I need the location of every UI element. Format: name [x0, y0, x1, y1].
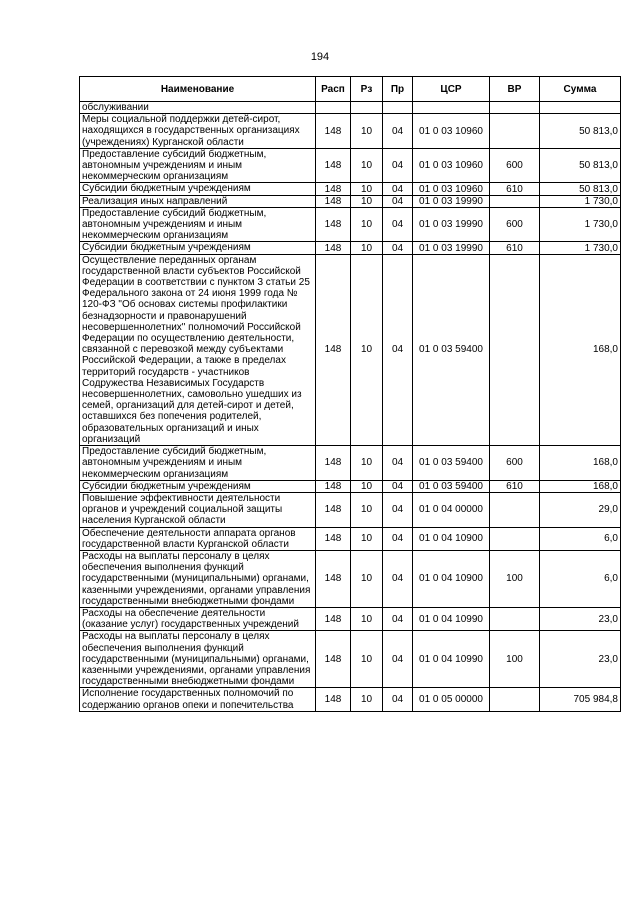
- cell-sum: 168,0: [540, 480, 621, 492]
- cell-rz: 10: [351, 242, 383, 254]
- cell-vr: 610: [490, 480, 540, 492]
- cell-rasp: [316, 102, 351, 114]
- cell-pr: [383, 102, 413, 114]
- cell-rz: 10: [351, 550, 383, 607]
- column-header-rz: Рз: [351, 77, 383, 102]
- column-header-vr: ВР: [490, 77, 540, 102]
- cell-pr: 04: [383, 195, 413, 207]
- table-row: [80, 607, 621, 630]
- cell-pr: 04: [383, 148, 413, 183]
- table-row: [80, 480, 621, 492]
- cell-csr: 01 0 03 19990: [413, 207, 490, 242]
- cell-name: Обеспечение деятельности аппарата органов государственной власти Курганской области: [80, 527, 316, 550]
- cell-sum: 6,0: [540, 550, 621, 607]
- column-header-csr: ЦСР: [413, 77, 490, 102]
- cell-rasp: 148: [316, 688, 351, 711]
- column-header-pr: Пр: [383, 77, 413, 102]
- cell-sum: 50 813,0: [540, 183, 621, 195]
- cell-name: Расходы на выплаты персоналу в целях обеспечения выполнения функций государственными (муниципальными) органами, казенными учреждениями, органами управления государственными внебюджетными фондами: [80, 550, 316, 607]
- cell-name: Реализация иных направлений: [80, 195, 316, 207]
- cell-vr: [490, 688, 540, 711]
- budget-table: [79, 76, 621, 712]
- cell-vr: [490, 114, 540, 149]
- cell-rz: 10: [351, 148, 383, 183]
- cell-csr: 01 0 03 59400: [413, 446, 490, 481]
- cell-vr: 610: [490, 183, 540, 195]
- cell-csr: 01 0 04 10900: [413, 550, 490, 607]
- cell-rz: 10: [351, 446, 383, 481]
- cell-rz: 10: [351, 607, 383, 630]
- cell-rasp: 148: [316, 207, 351, 242]
- cell-csr: 01 0 03 19990: [413, 195, 490, 207]
- cell-sum: [540, 102, 621, 114]
- table-row: [80, 446, 621, 481]
- cell-name: Предоставление субсидий бюджетным, автономным учреждениям и иным некоммерческим организациям: [80, 207, 316, 242]
- cell-vr: [490, 195, 540, 207]
- table-row: [80, 183, 621, 195]
- cell-vr: 100: [490, 631, 540, 688]
- cell-pr: 04: [383, 631, 413, 688]
- table-body: [80, 102, 621, 712]
- cell-vr: 610: [490, 242, 540, 254]
- cell-pr: 04: [383, 183, 413, 195]
- table-row: [80, 114, 621, 149]
- cell-rasp: 148: [316, 631, 351, 688]
- cell-sum: 29,0: [540, 492, 621, 527]
- cell-sum: 6,0: [540, 527, 621, 550]
- cell-sum: 50 813,0: [540, 148, 621, 183]
- cell-pr: 04: [383, 242, 413, 254]
- cell-pr: 04: [383, 688, 413, 711]
- cell-rasp: 148: [316, 114, 351, 149]
- cell-rasp: 148: [316, 550, 351, 607]
- cell-name: Расходы на обеспечение деятельности (оказание услуг) государственных учреждений: [80, 607, 316, 630]
- cell-name: Субсидии бюджетным учреждениям: [80, 242, 316, 254]
- cell-sum: 50 813,0: [540, 114, 621, 149]
- cell-rz: 10: [351, 207, 383, 242]
- cell-csr: 01 0 05 00000: [413, 688, 490, 711]
- cell-csr: 01 0 03 59400: [413, 254, 490, 445]
- cell-rz: 10: [351, 183, 383, 195]
- cell-vr: 600: [490, 148, 540, 183]
- cell-name: Осуществление переданных органам государственной власти субъектов Российской Федерации в соответствии с пунктом 3 статьи 25 Федерального закона от 24 июня 1999 года № 120-ФЗ "Об основах системы профилактики безнадзорности и правонарушений несовершеннолетних" полномочий Российской Федерации по осуществлению деятельности, связанной с перевозкой между субъектами Российской Федерации, а также в пределах территорий государств - участников Содружества Независимых Государств несовершеннолетних, самовольно ушедших из семей, организаций для детей-сирот и детей, оставшихся без попечения родителей, образовательных организаций и иных организаций: [80, 254, 316, 445]
- cell-sum: 23,0: [540, 631, 621, 688]
- cell-name: обслуживании: [80, 102, 316, 114]
- cell-vr: [490, 102, 540, 114]
- cell-name: Меры социальной поддержки детей-сирот, находящихся в государственных организациях (учреждениях) Курганской области: [80, 114, 316, 149]
- cell-pr: 04: [383, 446, 413, 481]
- cell-csr: 01 0 03 10960: [413, 114, 490, 149]
- cell-rz: 10: [351, 195, 383, 207]
- cell-pr: 04: [383, 254, 413, 445]
- cell-csr: 01 0 03 10960: [413, 183, 490, 195]
- cell-rz: [351, 102, 383, 114]
- cell-rz: 10: [351, 480, 383, 492]
- cell-vr: [490, 527, 540, 550]
- cell-rz: 10: [351, 114, 383, 149]
- cell-rasp: 148: [316, 254, 351, 445]
- cell-sum: 1 730,0: [540, 207, 621, 242]
- cell-csr: 01 0 03 10960: [413, 148, 490, 183]
- page-number: 194: [310, 51, 330, 63]
- table-row: [80, 631, 621, 688]
- cell-rasp: 148: [316, 446, 351, 481]
- cell-rz: 10: [351, 527, 383, 550]
- cell-rasp: 148: [316, 148, 351, 183]
- cell-name: Предоставление субсидий бюджетным, автономным учреждениям и иным некоммерческим организациям: [80, 148, 316, 183]
- cell-vr: [490, 492, 540, 527]
- cell-rz: 10: [351, 254, 383, 445]
- table-row: [80, 242, 621, 254]
- column-header-sum: Сумма: [540, 77, 621, 102]
- cell-sum: 168,0: [540, 254, 621, 445]
- cell-name: Исполнение государственных полномочий по содержанию органов опеки и попечительства: [80, 688, 316, 711]
- cell-sum: 168,0: [540, 446, 621, 481]
- cell-rasp: 148: [316, 242, 351, 254]
- table-row: [80, 550, 621, 607]
- cell-rasp: 148: [316, 183, 351, 195]
- cell-name: Субсидии бюджетным учреждениям: [80, 183, 316, 195]
- cell-csr: 01 0 04 10900: [413, 527, 490, 550]
- cell-csr: 01 0 03 59400: [413, 480, 490, 492]
- cell-csr: 01 0 03 19990: [413, 242, 490, 254]
- cell-vr: 100: [490, 550, 540, 607]
- cell-pr: 04: [383, 480, 413, 492]
- table-row: [80, 527, 621, 550]
- table-row: [80, 195, 621, 207]
- cell-sum: 1 730,0: [540, 242, 621, 254]
- cell-pr: 04: [383, 550, 413, 607]
- cell-csr: 01 0 04 00000: [413, 492, 490, 527]
- cell-vr: 600: [490, 446, 540, 481]
- cell-csr: 01 0 04 10990: [413, 607, 490, 630]
- cell-pr: 04: [383, 207, 413, 242]
- column-header-name: Наименование: [80, 77, 316, 102]
- table-row: [80, 254, 621, 445]
- cell-rasp: 148: [316, 607, 351, 630]
- cell-rasp: 148: [316, 480, 351, 492]
- cell-rasp: 148: [316, 527, 351, 550]
- cell-vr: [490, 607, 540, 630]
- cell-rz: 10: [351, 631, 383, 688]
- cell-rz: 10: [351, 492, 383, 527]
- cell-pr: 04: [383, 607, 413, 630]
- cell-pr: 04: [383, 114, 413, 149]
- column-header-rasp: Расп: [316, 77, 351, 102]
- cell-sum: 1 730,0: [540, 195, 621, 207]
- cell-csr: [413, 102, 490, 114]
- cell-rasp: 148: [316, 195, 351, 207]
- cell-sum: 705 984,8: [540, 688, 621, 711]
- table-row: [80, 688, 621, 711]
- cell-name: Субсидии бюджетным учреждениям: [80, 480, 316, 492]
- cell-vr: 600: [490, 207, 540, 242]
- table-row: [80, 492, 621, 527]
- cell-pr: 04: [383, 527, 413, 550]
- table-row: [80, 148, 621, 183]
- cell-pr: 04: [383, 492, 413, 527]
- table-row: [80, 102, 621, 114]
- cell-name: Повышение эффективности деятельности органов и учреждений социальной защиты населения Курганской области: [80, 492, 316, 527]
- cell-csr: 01 0 04 10990: [413, 631, 490, 688]
- cell-name: Предоставление субсидий бюджетным, автономным учреждениям и иным некоммерческим организациям: [80, 446, 316, 481]
- cell-rasp: 148: [316, 492, 351, 527]
- cell-name: Расходы на выплаты персоналу в целях обеспечения выполнения функций государственными (муниципальными) органами, казенными учреждениями, органами управления государственными внебюджетными фондами: [80, 631, 316, 688]
- cell-rz: 10: [351, 688, 383, 711]
- cell-sum: 23,0: [540, 607, 621, 630]
- cell-vr: [490, 254, 540, 445]
- table-header-row: [80, 77, 621, 102]
- table-row: [80, 207, 621, 242]
